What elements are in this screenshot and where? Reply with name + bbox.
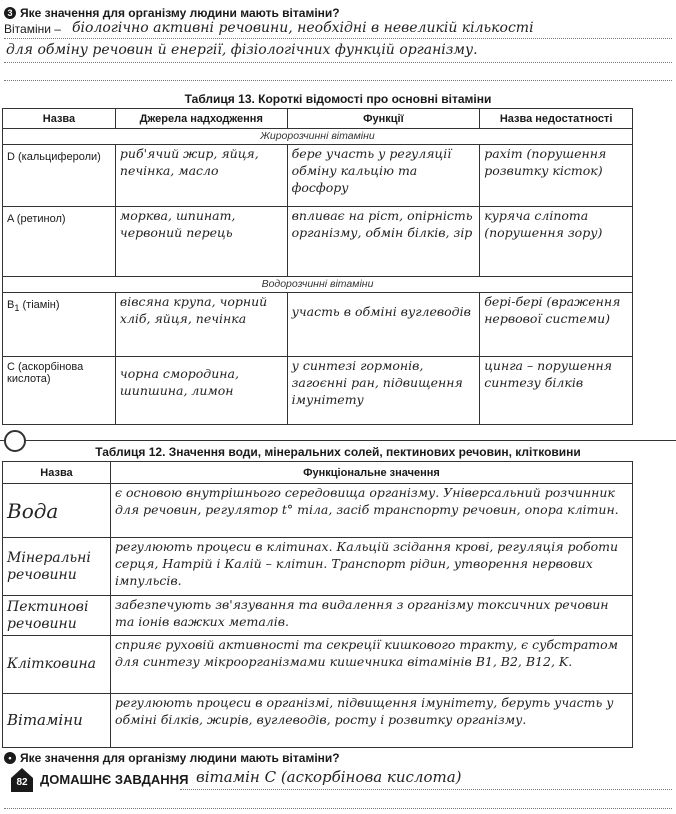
function-cell: є основою внутрішнього середовища організму. Універсальний розчинник для речовин, регулятор t° тіла, засіб транспорту речовин, опора клітин.	[110, 484, 632, 538]
homework-label: ДОМАШНЄ ЗАВДАННЯ	[40, 772, 189, 787]
homework-answer: вітамін С (аскорбінова кислота)	[196, 768, 462, 786]
answer-label: Вітаміни –	[4, 22, 61, 36]
functions-cell: у синтезі гормонів, загоєнні ран, підвищення імунітету	[287, 357, 480, 425]
column-header: Функціональне значення	[110, 462, 632, 484]
divider	[4, 62, 672, 63]
table-13	[2, 108, 633, 425]
section-label: Жиророзчинні вітаміни	[3, 129, 633, 145]
functions-cell: участь в обміні вуглеводів	[287, 293, 480, 357]
divider	[180, 789, 672, 790]
functions-cell: впливає на ріст, опірність організму, обмін білків, зір	[287, 207, 480, 277]
vitamin-common-name: (тіамін)	[19, 299, 60, 311]
sources-cell: морква, шпинат, червоний перець	[115, 207, 287, 277]
page-number: 82	[16, 777, 28, 788]
question-4	[4, 749, 340, 767]
table-row	[3, 636, 633, 694]
question-text: Яке значення для організму людини мають вітаміни?	[20, 6, 340, 20]
function-cell: сприяє руховій активності та секреції кишкового тракту, є субстратом для синтезу мікроорганізмами кишечника вітамінів B1, B2, B12, K.	[110, 636, 632, 694]
substance-name: Пектинові речовини	[3, 596, 111, 636]
function-cell: забезпечують зв'язування та видалення з організму токсичних речовин та іонів важких металів.	[110, 596, 632, 636]
functions-cell: бере участь у регуляції обміну кальцію та фосфору	[287, 145, 480, 207]
number-circle-icon: •	[4, 752, 16, 764]
sources-cell: чорна смородина, шипшина, лимон	[115, 357, 287, 425]
sources-cell: вівсяна крупа, чорний хліб, яйця, печінка	[115, 293, 287, 357]
deficiency-cell: бері-бері (враження нервової системи)	[480, 293, 633, 357]
column-header: Функції	[287, 109, 480, 129]
column-header: Назва недостатності	[480, 109, 633, 129]
table-row	[3, 357, 633, 425]
column-header: Джерела надходження	[115, 109, 287, 129]
function-cell: регулюють процеси в клітинах. Кальцій зсідання крові, регуляція роботи серця, Натрій і Калій – клітин. Транспорт рідин, утворення нервових імпульсів.	[110, 538, 632, 596]
table-row	[3, 145, 633, 207]
table-row	[3, 207, 633, 277]
table-row	[3, 484, 633, 538]
table-row	[3, 538, 633, 596]
column-header: Назва	[3, 109, 116, 129]
deficiency-cell: куряча сліпота (порушення зору)	[480, 207, 633, 277]
divider	[4, 38, 672, 39]
substance-name: Вода	[3, 484, 111, 538]
vitamin-name: D (кальцифероли)	[3, 145, 116, 207]
table-row	[3, 596, 633, 636]
vitamin-name: A (ретинол)	[3, 207, 116, 277]
column-header: Назва	[3, 462, 111, 484]
question-text: Яке значення для організму людини мають вітаміни?	[20, 751, 340, 765]
function-cell: регулюють процеси в організмі, підвищення імунітету, беруть участь у обміні білків, жирів, вуглеводів, росту і розвитку організму.	[110, 694, 632, 748]
vitamin-name	[3, 293, 116, 357]
section-rule	[0, 440, 676, 441]
vitamin-subscript: 1	[14, 303, 20, 314]
sources-cell: риб'ячий жир, яйця, печінка, масло	[115, 145, 287, 207]
section-label: Водорозчинні вітаміни	[3, 277, 633, 293]
substance-name: Вітаміни	[3, 694, 111, 748]
deficiency-cell: цинга – порушення синтезу білків	[480, 357, 633, 425]
deficiency-cell: рахіт (порушення розвитку кісток)	[480, 145, 633, 207]
vitamin-name: C (аскорбінова кислота)	[3, 357, 116, 425]
divider	[4, 808, 672, 809]
table-row	[3, 694, 633, 748]
table-12-caption: Таблиця 12. Значення води, мінеральних солей, пектинових речовин, клітковини	[95, 445, 581, 459]
divider	[4, 80, 672, 81]
substance-name: Мінеральні речовини	[3, 538, 111, 596]
table-12	[2, 461, 633, 748]
vitamin-letter: B	[7, 299, 15, 311]
answer-line-2: для обміну речовин й енергії, фізіологічних функцій організму.	[6, 42, 478, 58]
substance-name: Клітковина	[3, 636, 111, 694]
table-13-caption: Таблиця 13. Короткі відомості про основні вітаміни	[184, 92, 492, 106]
answer-line-1: біологічно активні речовини, необхідні в невеликій кількості	[72, 20, 534, 36]
number-circle-icon: 3	[4, 7, 16, 19]
table-row	[3, 293, 633, 357]
